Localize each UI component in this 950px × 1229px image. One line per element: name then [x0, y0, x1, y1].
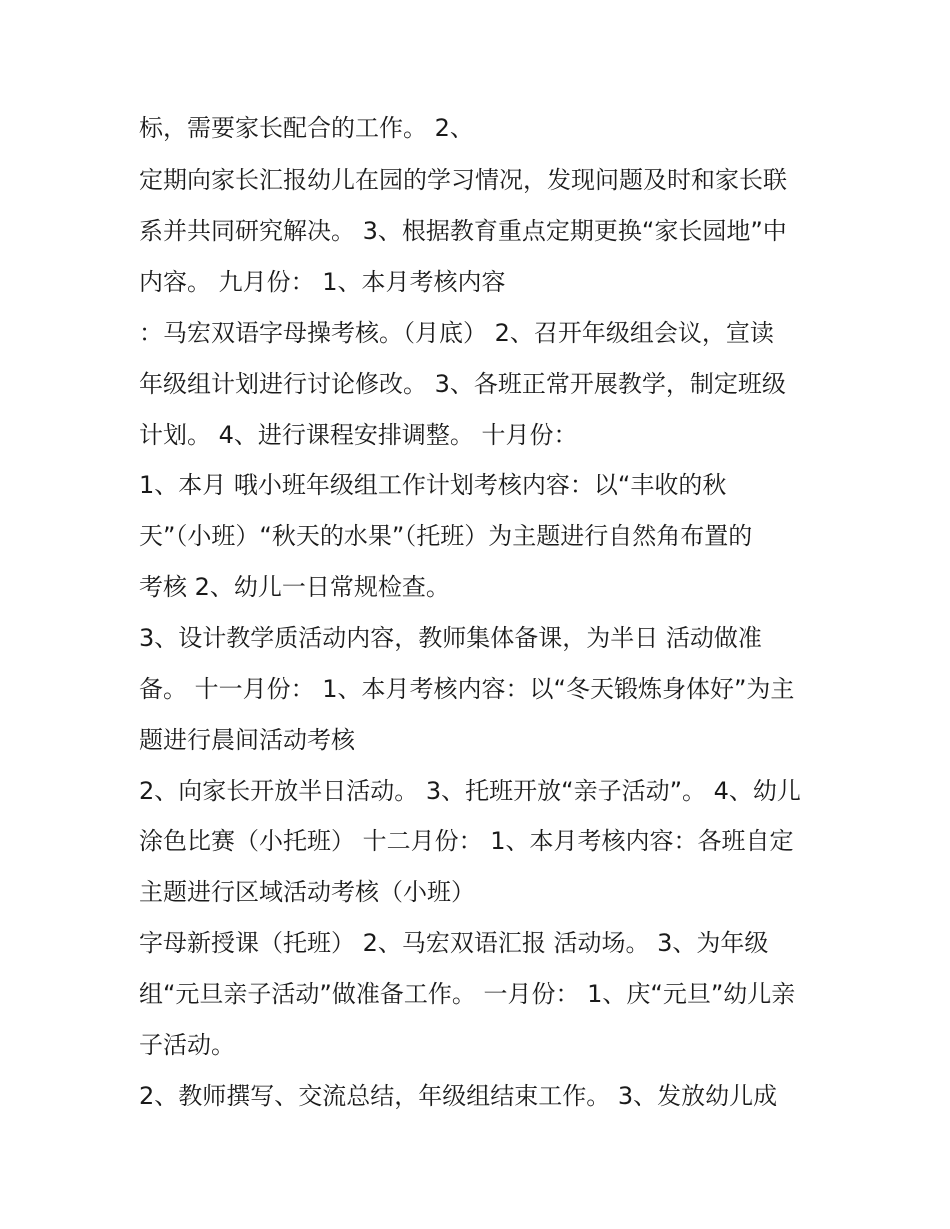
text-line: 天”（小班）“秋天的水果”（托班）为主题进行自然角布置的	[139, 522, 753, 550]
text-line: 系并共同研究解决。 3、根据教育重点定期更换“家长园地”中	[139, 217, 787, 245]
text-line: 2、向家长开放半日活动。 3、托班开放“亲子活动”。 4、幼儿	[139, 777, 801, 805]
text-line: ：马宏双语字母操考核。（月底） 2、召开年级组会议，宣读	[139, 319, 774, 347]
text-line: 主题进行区域活动考核（小班）	[139, 878, 475, 906]
text-line: 计划。 4、进行课程安排调整。 十月份：	[139, 421, 578, 449]
text-line: 标，需要家长配合的工作。 2、	[139, 114, 474, 142]
text-line: 题进行晨间活动考核	[139, 726, 355, 754]
text-line: 涂色比赛（小托班） 十二月份： 1、本月考核内容：各班自定	[139, 827, 794, 855]
text-line: 2、教师撰写、交流总结，年级组结束工作。 3、发放幼儿成	[139, 1082, 778, 1110]
text-line: 子活动。	[139, 1031, 235, 1059]
text-line: 1、本月 哦小班年级组工作计划考核内容：以“丰收的秋	[139, 471, 727, 499]
text-line: 字母新授课（托班） 2、马宏双语汇报 活动场。 3、为年级	[139, 929, 769, 957]
text-line: 备。 十一月份： 1、本月考核内容：以“冬天锻炼身体好”为主	[139, 675, 795, 703]
text-line: 3、设计教学质活动内容，教师集体备课，为半日 活动做准	[139, 624, 762, 652]
text-line: 内容。 九月份： 1、本月考核内容	[139, 268, 506, 296]
text-line: 考核 2、幼儿一日常规检查。	[139, 573, 450, 601]
text-line: 定期向家长汇报幼儿在园的学习情况，发现问题及时和家长联	[139, 166, 787, 194]
text-line: 组“元旦亲子活动”做准备工作。 一月份： 1、庆“元旦”幼儿亲	[139, 980, 796, 1008]
text-line: 年级组计划进行讨论修改。 3、各班正常开展教学，制定班级	[139, 370, 786, 398]
